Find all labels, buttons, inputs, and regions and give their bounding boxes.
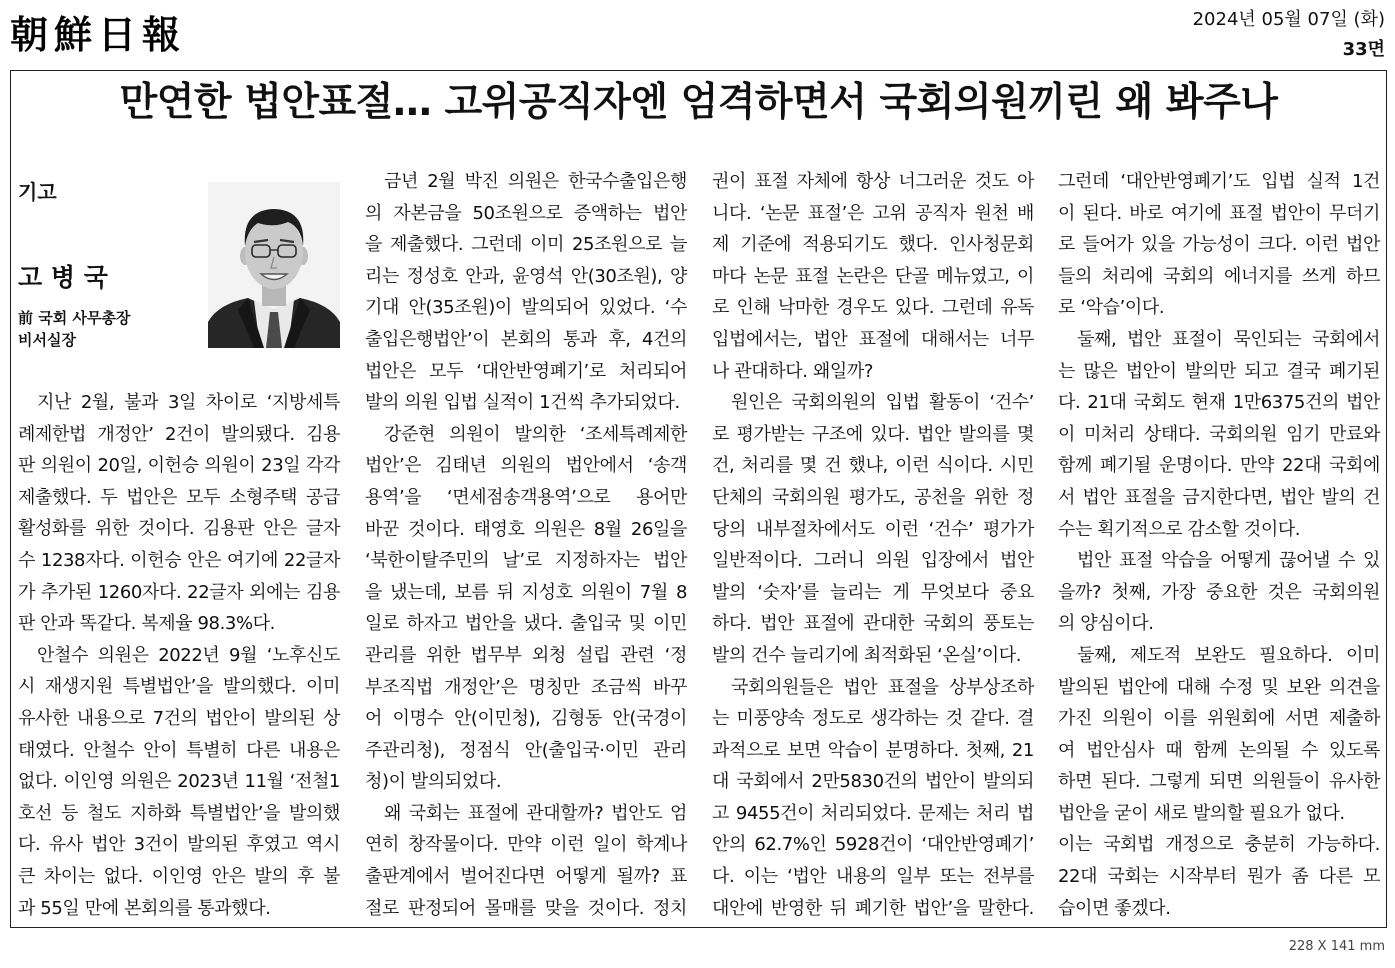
text-line: 하다. 법안 표절에 관대한 국회의 풍토는: [712, 613, 1034, 635]
text-line: 을까? 첫째, 가장 중요한 것은 국회의원: [1058, 581, 1380, 603]
text-line: 당의 내부절차에서도 이런 ‘건수’ 평가가: [712, 518, 1034, 540]
text-line: 권이 표절 자체에 항상 너그러운 것도 아: [712, 171, 1034, 192]
text-line: 발의 건수 늘리기에 최적화된 ‘온실’이다.: [712, 644, 1022, 666]
text-line: 호선 등 철도 지하화 특별법안’을 발의했: [18, 802, 340, 824]
paragraph: [18, 640, 340, 924]
author-photo: [208, 182, 340, 348]
text-line: 연히 창작물이다. 만약 이런 일이 학계나: [365, 834, 687, 856]
text-line: 습이면 좋겠다.: [1058, 897, 1171, 919]
text-line: 이 미처리 상태다. 국회의원 임기 만료와: [1058, 423, 1380, 445]
text-line: 부조직법 개정안’은 명칭만 조금씩 바꾸: [365, 676, 687, 698]
author-name: 고 병 국: [18, 263, 108, 292]
text-line: 대안에 반영한 뒤 폐기한 법안’을 말한다.: [712, 897, 1034, 919]
text-line: 단체의 국회의원 평가도, 공천을 위한 정: [712, 486, 1034, 508]
paragraph: [1058, 545, 1380, 640]
text-line: 안철수 의원은 2022년 9월 ‘노후신도: [37, 644, 340, 666]
paragraph: [712, 166, 1034, 387]
column-2: [365, 166, 687, 924]
text-line: 용역’을 ‘면세점송객용역’으로 용어만: [365, 486, 687, 508]
text-line: 법안’은 김태년 의원의 법안에서 ‘송객: [365, 455, 687, 477]
text-line: 로 ‘악습’이다.: [1058, 297, 1165, 319]
paragraph: [1058, 166, 1380, 324]
text-line: 안의 62.7%인 5928건이 ‘대안반영폐기’: [712, 834, 1034, 856]
text-line: 을 냈는데, 보름 뒤 지성호 의원이 7월 8: [365, 581, 687, 603]
text-line: 바꾼 것이다. 태영호 의원은 8월 26일을: [365, 518, 687, 540]
text-line: 출입은행법안’이 본회의 통과 후, 4건의: [365, 328, 687, 350]
text-line: 지난 2월, 불과 3일 차이로 ‘지방세특: [37, 392, 340, 413]
paragraph: [1058, 829, 1380, 924]
text-line: 함께 폐기될 운명이다. 만약 22대 국회에: [1058, 455, 1380, 477]
text-line: 다. 유사 법안 3건이 발의된 후였고 역시: [18, 834, 340, 856]
text-line: 과적으로 보면 악습이 분명하다. 첫째, 21: [712, 739, 1034, 761]
paragraph: [1058, 640, 1380, 830]
text-line: 가 추가된 1260자다. 22글자 외에는 김용: [18, 581, 340, 603]
text-line: 판 안과 똑같다. 복제율 98.3%다.: [18, 613, 275, 635]
paragraph: [712, 387, 1034, 671]
text-line: 법안을 굳이 새로 발의할 필요가 없다.: [1058, 802, 1345, 824]
text-line: 리는 정성호 안과, 윤영석 안(30조원), 양: [365, 265, 687, 287]
text-line: 주관리청), 정점식 안(출입국·이민 관리: [365, 739, 687, 761]
clipping-dimensions: 228 X 141 mm: [1288, 939, 1385, 954]
text-line: 대 국회에서 2만5830건의 법안이 발의되: [712, 771, 1034, 793]
text-line: 그런데 ‘대안반영폐기’도 입법 실적 1건: [1058, 171, 1380, 192]
text-line: 원인은 국회의원의 입법 활동이 ‘건수’: [731, 392, 1034, 414]
text-line: 나 관대하다. 왜일까?: [712, 360, 874, 382]
publication-date: 2024년 05월 07일 (화): [1192, 9, 1385, 30]
text-line: 이는 국회법 개정으로 충분히 가능하다.: [1058, 834, 1380, 856]
text-line: 발의 ‘숫자’를 늘리는 게 무엇보다 중요: [712, 581, 1034, 603]
text-line: 22대 국회는 시작부터 뭔가 좀 다른 모: [1058, 866, 1380, 888]
paragraph: [18, 387, 340, 640]
article-headline: 만연한 법안표절… 고위공직자엔 엄격하면서 국회의원끼린 왜 봐주나: [119, 80, 1278, 125]
text-line: 시 재생지원 특별법안’을 발의했다. 이미: [18, 676, 340, 698]
text-line: 이 된다. 바로 여기에 표절 법안이 무더기: [1058, 202, 1380, 224]
text-line: 관리를 위한 법무부 외청 설립 관련 ‘정: [365, 644, 687, 666]
text-line: 금년 2월 박진 의원은 한국수출입은행: [384, 171, 687, 192]
text-line: 출판계에서 벌어진다면 어떻게 될까? 표: [365, 866, 687, 888]
text-line: 의 자본금을 50조원으로 증액하는 법안: [365, 202, 687, 224]
text-line: 다. 21대 국회도 현재 1만6375건의 법안: [1058, 392, 1380, 414]
paragraph: [365, 166, 687, 419]
text-line: 들의 처리에 국회의 에너지를 쓰게 하므: [1058, 265, 1380, 287]
text-line: 는 많은 법안이 발의만 되고 결국 폐기된: [1058, 360, 1380, 382]
page-number: 33면: [1342, 39, 1385, 60]
text-line: 발의 의원 입법 실적이 1건씩 추가되었다.: [365, 392, 680, 414]
column-3: [712, 166, 1034, 924]
text-line: 기대 안(35조원)이 발의되어 있었다. ‘수: [365, 297, 687, 319]
text-line: 건, 처리를 몇 건 했냐, 이런 식이다. 시민: [712, 455, 1034, 477]
text-line: 일반적이다. 그러니 의원 입장에서 법안: [712, 550, 1034, 572]
paragraph: [1058, 324, 1380, 545]
text-line: 제 기준에 적용되기도 했다. 인사청문회: [712, 234, 1034, 256]
author-title-line-1: 前 국회 사무총장: [18, 309, 131, 327]
text-line: 어 이명수 안(이민청), 김형동 안(국경이: [365, 708, 687, 730]
text-line: 강준현 의원이 발의한 ‘조세특례제한: [384, 423, 687, 445]
text-line: 왜 국회는 표절에 관대할까? 법안도 엄: [384, 802, 687, 824]
text-line: 법안은 모두 ‘대안반영폐기’로 처리되어: [365, 360, 687, 382]
paragraph: [365, 798, 687, 924]
text-line: 제출했다. 두 법안은 모두 소형주택 공급: [18, 486, 340, 508]
text-line: 니다. ‘논문 표절’은 고위 공직자 원천 배: [712, 202, 1034, 224]
text-line: 큰 차이는 없다. 이인영 안은 발의 후 불: [18, 865, 340, 887]
text-line: 로 평가받는 구조에 있다. 법안 발의를 몇: [712, 423, 1034, 445]
text-line: 의 양심이다.: [1058, 613, 1154, 635]
text-line: 다. 이는 ‘법안 내용의 일부 또는 전부를: [712, 866, 1034, 888]
text-line: 청)이 발의되었다.: [365, 771, 502, 793]
text-line: 둘째, 제도적 보완도 필요하다. 이미: [1077, 644, 1380, 666]
text-line: 일로 하자고 법안을 냈다. 출입국 및 이민: [365, 613, 687, 635]
text-line: 을 제출했다. 그런데 이미 25조원으로 늘: [365, 234, 687, 256]
paragraph: [712, 672, 1034, 925]
text-line: 입법에서는, 법안 표절에 대해서는 너무: [712, 328, 1034, 350]
text-line: 가진 의원이 이를 위원회에 서면 제출하: [1058, 708, 1380, 730]
text-line: 활성화를 위한 것이다. 김용판 안은 글자: [18, 518, 340, 540]
text-line: 는 미풍양속 정도로 생각하는 것 같다. 결: [712, 708, 1034, 730]
text-line: 발의된 법안에 대해 수정 및 보완 의견을: [1058, 676, 1380, 698]
text-line: 없다. 이인영 의원은 2023년 11월 ‘전철1: [18, 771, 340, 793]
text-line: 수 1238자다. 이헌승 안은 여기에 22글자: [18, 549, 340, 571]
text-line: 마다 논문 표절 논란은 단골 메뉴였고, 이: [712, 265, 1034, 287]
text-line: 로 들어가 있을 가능성이 크다. 이런 법안: [1058, 234, 1380, 256]
column-4: [1058, 166, 1380, 924]
text-line: 유사한 내용으로 7건의 법안이 발의된 상: [18, 707, 340, 729]
newspaper-logo: 朝鮮日報: [10, 12, 187, 57]
text-line: ‘북한이탈주민의 날’로 지정하자는 법안: [365, 550, 687, 572]
text-line: 례제한법 개정안’ 2건이 발의됐다. 김용: [18, 423, 340, 445]
paragraph: [365, 419, 687, 798]
text-line: 국회의원들은 법안 표절을 상부상조하: [731, 676, 1034, 698]
text-line: 태였다. 안철수 안이 특별히 다른 내용은: [18, 739, 340, 761]
text-line: 수는 획기적으로 감소할 것이다.: [1058, 518, 1301, 540]
text-line: 고 9455건이 처리되었다. 문제는 처리 법: [712, 802, 1034, 824]
text-line: 로 인해 낙마한 경우도 있다. 그런데 유독: [712, 297, 1034, 319]
text-line: 서 법안 표절을 금지한다면, 법안 발의 건: [1058, 486, 1380, 508]
text-line: 절로 판정되어 몰매를 맞을 것이다. 정치: [365, 897, 687, 919]
text-line: 둘째, 법안 표절이 묵인되는 국회에서: [1077, 328, 1380, 350]
text-line: 과 55일 만에 본회의를 통과했다.: [18, 897, 271, 919]
text-line: 판 의원이 20일, 이헌승 의원이 23일 각각: [18, 455, 340, 477]
section-label: 기고: [18, 180, 57, 204]
text-line: 여 법안심사 때 함께 논의될 수 있도록: [1058, 739, 1380, 761]
text-line: 법안 표절 악습을 어떻게 끊어낼 수 있: [1077, 550, 1380, 572]
author-title-line-2: 비서실장: [18, 331, 76, 349]
column-1: [18, 387, 340, 924]
text-line: 하면 된다. 그렇게 되면 의원들이 유사한: [1058, 771, 1380, 793]
